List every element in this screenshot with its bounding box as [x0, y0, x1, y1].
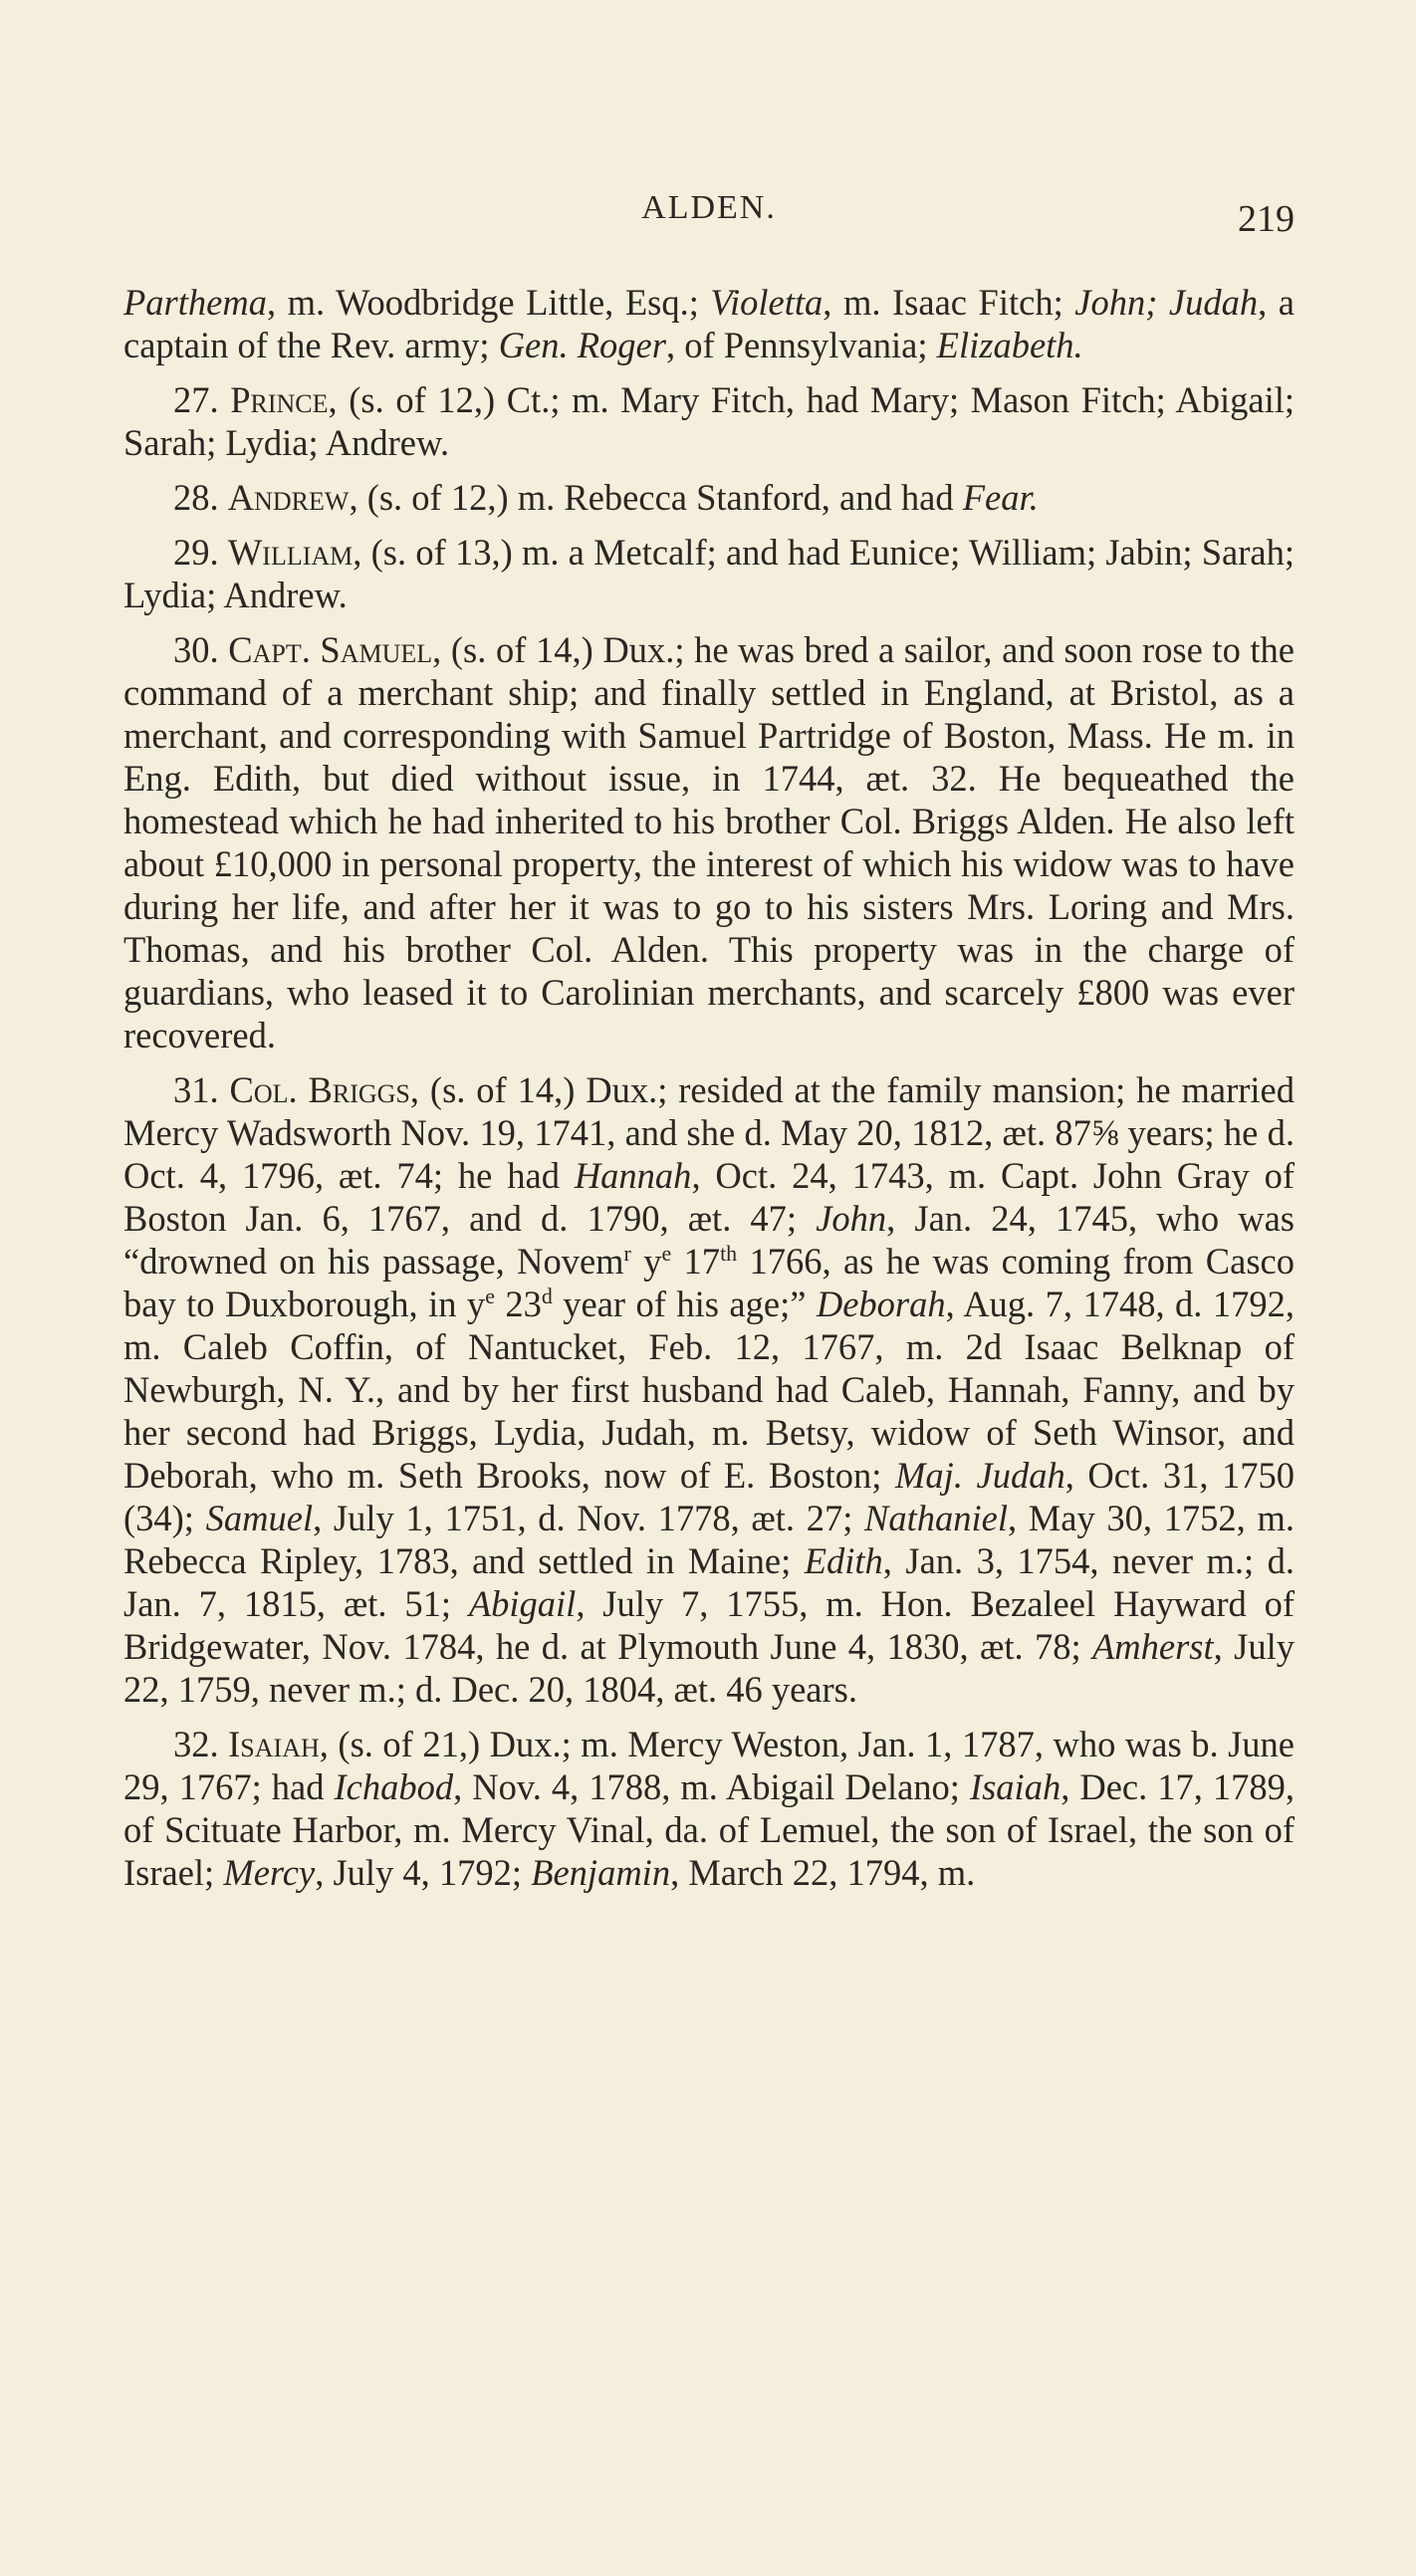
text-segment: year of his age;” — [552, 1284, 817, 1324]
text-segment: , Oct. 31, 1750 (34); — [123, 1455, 1296, 1538]
running-head — [123, 189, 1295, 239]
text-segment: , (s. of 13,) m. a Metcalf; and had Eunice; William; Jabin; Sarah; Lydia; Andrew. — [123, 532, 1295, 615]
entry-name: William — [227, 532, 354, 573]
text-segment: 31. — [173, 1069, 230, 1110]
text-segment: 17 — [671, 1241, 721, 1282]
text-segment: , Nov. 4, 1788, m. Abigail Delano; — [453, 1766, 970, 1807]
italic-name: Elizabeth. — [936, 325, 1083, 365]
entry-name: Col. Briggs — [229, 1069, 410, 1110]
text-segment: 29. — [173, 532, 228, 573]
paragraph-p30 — [123, 628, 1295, 1056]
italic-name: Fear. — [962, 477, 1039, 518]
text-segment: , May 30, 1752, m. Rebecca Ripley, 1783, and settled in Maine; — [123, 1498, 1296, 1581]
entry-name: Isaiah — [228, 1724, 320, 1764]
text-segment: 30. — [173, 629, 229, 670]
italic-name: Mercy — [223, 1852, 316, 1893]
text-segment: , July 7, 1755, m. Hon. Bezaleel Hayward of Bridgewater, Nov. 1784, he d. at Plymouth June 4, 1830, æt. 78; — [123, 1583, 1295, 1667]
italic-name: Hannah — [574, 1155, 692, 1196]
text-segment: 27. — [173, 379, 231, 420]
text-segment: , Oct. 24, 1743, m. Capt. John Gray of Boston Jan. 6, 1767, and d. 1790, æt. 47; — [123, 1155, 1295, 1239]
superscript: th — [720, 1240, 738, 1266]
text-segment: , July 1, 1751, d. Nov. 1778, æt. 27; — [313, 1498, 865, 1538]
genealogy-text — [123, 281, 1295, 1906]
paragraph-p28 — [123, 476, 1295, 519]
text-segment: , (s. of 21,) Dux.; m. Mercy Weston, Jan. 1, 1787, who was b. June 29, 1767; had — [123, 1724, 1296, 1807]
paragraph-p29 — [123, 531, 1295, 616]
paragraph-p27 — [123, 378, 1295, 464]
italic-name: Abigail — [468, 1583, 577, 1624]
italic-name: John — [816, 1198, 887, 1239]
text-segment: y — [630, 1241, 662, 1282]
text-segment: 1766, as he was coming from Casco bay to Duxborough, in y — [123, 1241, 1296, 1324]
italic-name: Deborah — [816, 1284, 946, 1324]
page-number: 219 — [1238, 198, 1295, 240]
text-segment: , (s. of 14,) Dux.; resided at the family mansion; he married Mercy Wadsworth Nov. 19, 1741, and she d. May 20, 1812, æt. 87⅝ years; he d. Oct. 4, 1796, æt. 74; he had — [123, 1069, 1295, 1196]
text-segment: , Dec. 17, 1789, of Scituate Harbor, m. Mercy Vinal, da. of Lemuel, the son of Israel, the son of Israel; — [123, 1766, 1295, 1893]
text-segment: 23 — [494, 1284, 542, 1324]
superscript: r — [623, 1240, 631, 1266]
italic-name: Amherst — [1091, 1626, 1214, 1667]
italic-name: Parthema — [123, 282, 267, 323]
entry-name: Capt. Samuel — [228, 629, 433, 670]
italic-name: Edith — [804, 1540, 883, 1581]
entry-name: Andrew — [227, 477, 350, 518]
entry-name: Prince — [230, 379, 329, 420]
text-segment: , March 22, 1794, m. — [670, 1852, 976, 1893]
paragraph-p31 — [123, 1068, 1295, 1711]
text-segment: , (s. of 12,) m. Rebecca Stanford, and had — [349, 477, 963, 518]
page-header-title: ALDEN. — [641, 189, 777, 226]
italic-name: Gen. Roger — [498, 325, 666, 365]
italic-name: Nathaniel — [864, 1498, 1008, 1538]
italic-name: Violetta — [710, 282, 824, 323]
text-segment: 28. — [173, 477, 228, 518]
text-segment: , Aug. 7, 1748, d. 1792, m. Caleb Coffin, of Nantucket, Feb. 12, 1767, m. 2d Isaac Belknap of Newburgh, N. Y., and by her first husband had Caleb, Hannah, Fanny, and by her second had Briggs, Lydia, Judah, m. Betsy, widow of Seth Winsor, and Deborah, who m. Seth Brooks, now of E. Boston; — [123, 1284, 1295, 1496]
italic-name: Samuel — [205, 1498, 314, 1538]
text-segment: , m. Isaac Fitch; — [823, 282, 1075, 323]
italic-name: Ichabod — [334, 1766, 454, 1807]
text-segment: , (s. of 14,) Dux.; he was bred a sailor, and soon rose to the command of a merchant ship; and finally settled in England, at Bristol, as a merchant, and corresponding with Samuel Partridge of Boston, Mass. He m. in Eng. Edith, but died without issue, in 1744, æt. 32. He bequeathed the homestead which he had inherited to his brother Col. Briggs Alden. He also left about £10,000 in personal property, the interest of which his widow was to have during her life, and after her it was to go to his sisters Mrs. Loring and Mrs. Thomas, and his brother Col. Alden. This property was in the charge of guardians, who leased it to Carolinian merchants, and scarcely £800 was ever recovered. — [123, 629, 1296, 1055]
italic-name: Benjamin — [531, 1852, 671, 1893]
text-segment: , of Pennsylvania; — [665, 325, 937, 365]
text-segment: , a captain of the Rev. army; — [123, 282, 1296, 365]
text-segment: , Jan. 24, 1745, who was “drowned on his passage, Novem — [123, 1198, 1295, 1282]
text-segment: , July 4, 1792; — [315, 1852, 532, 1893]
paragraph-p0 — [123, 281, 1295, 366]
italic-name: Maj. Judah — [895, 1455, 1065, 1496]
text-segment: , (s. of 12,) Ct.; m. Mary Fitch, had Mary; Mason Fitch; Abigail; Sarah; Lydia; Andrew. — [123, 379, 1296, 463]
superscript: e — [661, 1240, 672, 1266]
italic-name: John; Judah — [1074, 282, 1259, 323]
paragraph-p32 — [123, 1723, 1295, 1894]
text-segment: 32. — [173, 1724, 229, 1764]
superscript: e — [485, 1283, 495, 1308]
text-segment: , July 22, 1759, never m.; d. Dec. 20, 1804, æt. 46 years. — [123, 1626, 1295, 1710]
text-segment: , m. Woodbridge Little, Esq.; — [266, 282, 711, 323]
italic-name: Isaiah — [969, 1766, 1062, 1807]
text-segment: , Jan. 3, 1754, never m.; d. Jan. 7, 1815, æt. 51; — [123, 1540, 1295, 1624]
superscript: d — [541, 1283, 553, 1308]
